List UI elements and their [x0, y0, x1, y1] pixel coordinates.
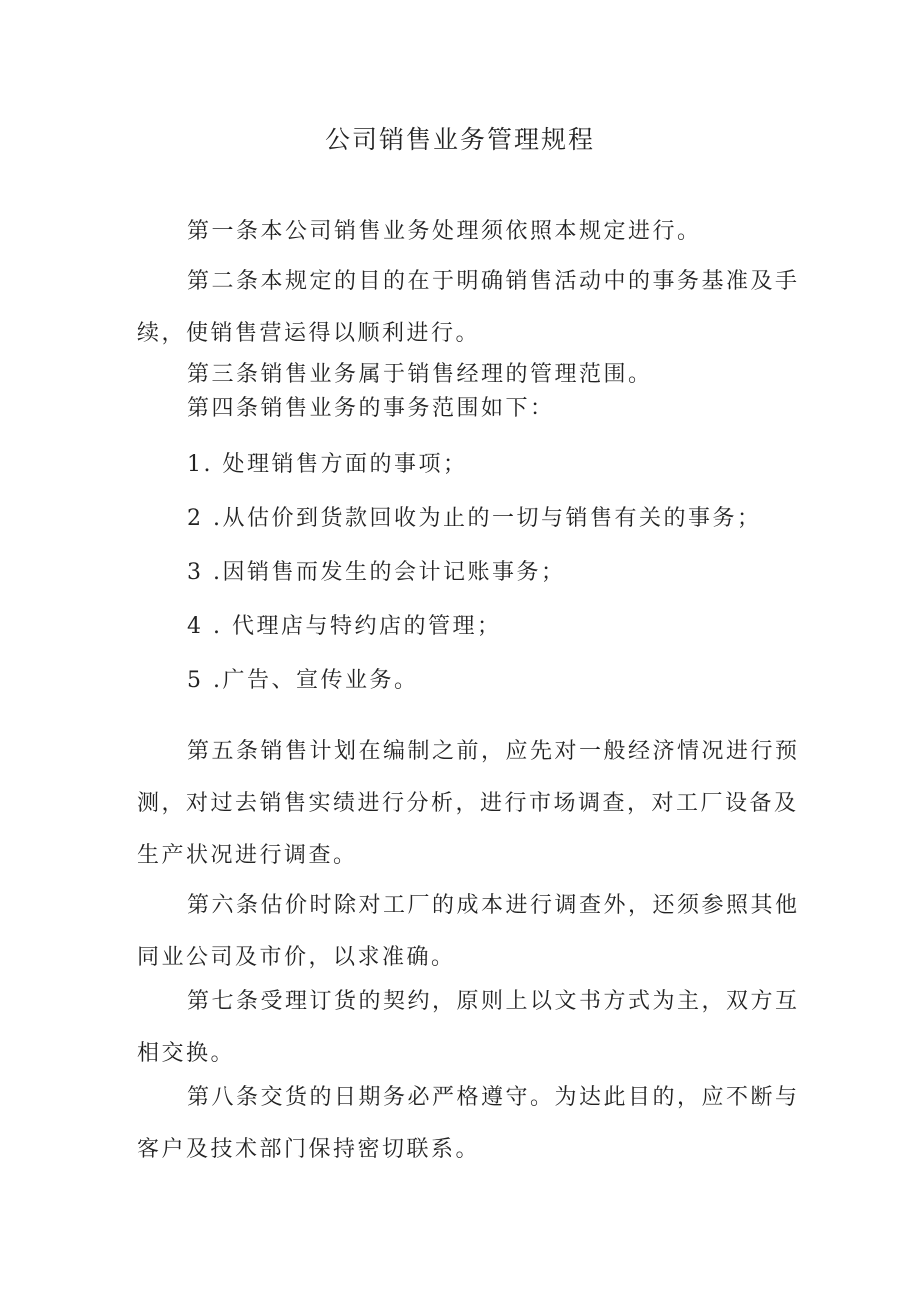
article-5: 第五条销售计划在编制之前，应先对一般经济情况进行预测，对过去销售实绩进行分析，进行市场调查，对工厂设备及生产状况进行调查。 — [137, 739, 800, 868]
article-3: 第三条销售业务属于销售经理的管理范围。 — [187, 362, 653, 387]
document-title: 公司销售业务管理规程 — [324, 125, 595, 154]
article-7: 第七条受理订货的契约，原则上以文书方式为主，双方互相交换。 — [137, 989, 800, 1066]
scope-item-4: 4 . 代理店与特约店的管理； — [187, 614, 502, 639]
article-8: 第八条交货的日期务必严格遵守。为达此目的，应不断与客户及技术部门保持密切联系。 — [137, 1085, 800, 1162]
article-6: 第六条估价时除对工厂的成本进行调查外，还须参照其他同业公司及市价，以求准确。 — [137, 893, 800, 970]
article-4: 第四条销售业务的事务范围如下： — [187, 396, 555, 421]
scope-item-2: 2 .从估价到货款回收为止的一切与销售有关的事务； — [187, 506, 762, 531]
article-1: 第一条本公司销售业务处理须依照本规定进行。 — [187, 219, 702, 244]
scope-item-5: 5 .广告、宣传业务。 — [187, 668, 419, 693]
scope-item-1: 1. 处理销售方面的事项； — [187, 452, 468, 477]
scope-item-3: 3 .因销售而发生的会计记账事务； — [187, 560, 566, 585]
article-2: 第二条本规定的目的在于明确销售活动中的事务基准及手续，使销售营运得以顺利进行。 — [137, 269, 800, 346]
